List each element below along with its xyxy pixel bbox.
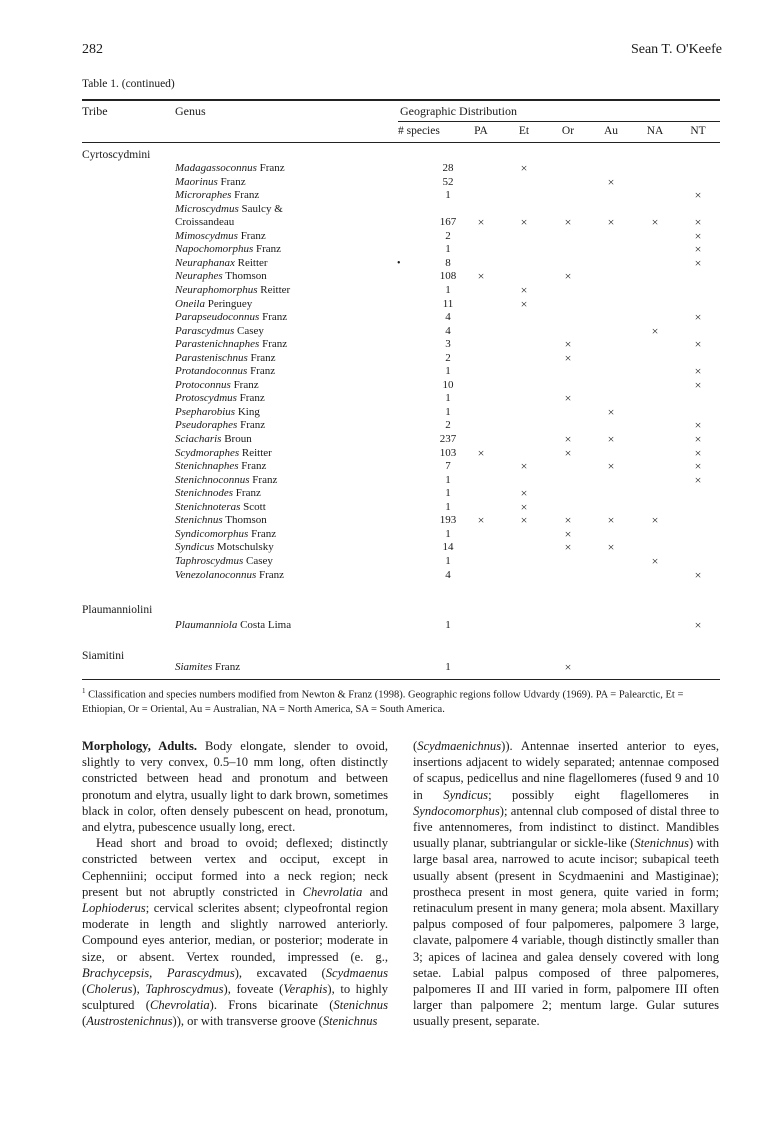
body-text-left-column <box>82 738 388 1030</box>
genus-name: Microscydmus <box>175 202 239 215</box>
distribution-mark-nt: × <box>694 255 702 270</box>
distribution-mark-or: × <box>564 391 572 406</box>
genus-author: Casey <box>243 554 273 567</box>
genus-name: Madagassoconnus <box>175 162 257 174</box>
species-count: 1 <box>445 619 451 631</box>
species-count: 7 <box>445 460 451 473</box>
italic-term: Syndocomorphus <box>413 803 500 818</box>
genus-name: Syndicus <box>175 541 215 554</box>
distribution-mark-pa: × <box>477 215 485 230</box>
genus-name: Stenichnodes <box>175 487 234 500</box>
species-count: 1 <box>445 243 451 256</box>
genus-cell <box>175 270 267 284</box>
genus-author: Peringuey <box>204 297 253 310</box>
distribution-mark-nt: × <box>694 567 702 582</box>
species-count: 8 <box>445 256 451 269</box>
genus-name: Protandoconnus <box>175 365 248 378</box>
genus-author: Reitter <box>239 446 272 459</box>
genus-author: Broun <box>221 433 252 445</box>
distribution-mark-au: × <box>607 540 615 555</box>
genus-name: Oneila <box>175 297 205 310</box>
genus-author: Franz <box>259 311 288 324</box>
distribution-mark-pa: × <box>477 445 485 460</box>
column-header-tribe: Tribe <box>82 104 108 118</box>
text-run: )), or with transverse groove ( <box>172 1014 323 1029</box>
body-text-right-column <box>413 738 719 1030</box>
genus-cell <box>175 284 290 298</box>
species-count: 237 <box>439 433 457 445</box>
genus-cell <box>175 487 261 501</box>
distribution-mark-nt: × <box>694 472 702 487</box>
distribution-mark-nt: × <box>694 337 702 352</box>
genus-name: Neuraphes <box>175 270 223 283</box>
genus-cell <box>175 447 272 461</box>
genus-author: Franz <box>217 175 246 188</box>
species-count: 52 <box>442 175 454 188</box>
genus-cell <box>175 365 275 379</box>
species-count: 1 <box>445 392 451 405</box>
column-header-species: # species <box>398 125 440 137</box>
genus-cell <box>175 406 260 420</box>
distribution-mark-pa: × <box>477 269 485 284</box>
distribution-mark-au: × <box>607 215 615 230</box>
genus-cell <box>175 203 283 230</box>
distribution-mark-nt: × <box>694 432 702 446</box>
genus-author: Franz <box>233 487 261 500</box>
italic-term: Brachycepsis, Parascydmus <box>82 965 235 980</box>
species-count: 1 <box>445 405 451 418</box>
table-header-rule <box>82 142 720 143</box>
genus-cell <box>175 243 281 257</box>
species-count: 2 <box>445 229 451 242</box>
italic-term: Veraphis <box>283 982 328 997</box>
distribution-mark-or: × <box>564 337 572 352</box>
distribution-mark-nt: × <box>694 377 702 392</box>
text-run: ( <box>413 739 418 753</box>
genus-author: Franz <box>253 243 282 256</box>
table-bottom-rule <box>82 679 720 680</box>
distribution-mark-et: × <box>520 513 528 528</box>
table-top-rule <box>82 99 720 101</box>
column-header-au: Au <box>603 125 619 137</box>
column-header-et: Et <box>518 125 530 137</box>
genus-name: Syndicomorphus <box>175 527 249 540</box>
column-header-nt: NT <box>690 125 706 137</box>
species-count: 3 <box>445 338 451 351</box>
genus-author: King <box>235 405 260 418</box>
genus-cell <box>175 419 265 433</box>
left-column-paragraph <box>82 835 388 1029</box>
genus-cell <box>175 569 284 583</box>
genus-cell <box>175 352 276 366</box>
italic-term: Stenichnus <box>634 836 689 851</box>
distribution-mark-nt: × <box>694 228 702 243</box>
genus-name: Maorinus <box>175 175 218 188</box>
genus-author: Franz <box>212 661 241 673</box>
genus-author: Casey <box>234 324 264 337</box>
genus-cell <box>175 257 268 271</box>
genus-cell <box>175 619 291 633</box>
distribution-mark-na: × <box>651 215 659 230</box>
italic-term: Taphroscydmus <box>145 982 224 997</box>
column-header-geographic-distribution: Geographic Distribution <box>400 104 517 118</box>
species-count: 28 <box>442 162 454 174</box>
genus-cell <box>175 541 274 555</box>
genus-name: Plaumanniola <box>175 619 238 631</box>
column-header-pa: PA <box>474 125 488 137</box>
distribution-header-rule <box>398 121 720 122</box>
genus-name: Stenichnus <box>175 514 223 527</box>
genus-name: Neuraphanax <box>175 256 235 269</box>
column-header-genus: Genus <box>175 104 206 118</box>
species-count: 1 <box>445 500 451 513</box>
genus-author: Reitter <box>257 283 291 296</box>
text-run: ) with large basal area, narrowed to acute incisor; subapical teeth usually absent (present in Scydmaenini and Mastiginae); prostheca present in most genera, quite varied in form; retinaculum present in many genera; mola absent. Maxillary palpus composed of four palpomeres, palpomere 3 large, clavate, palpomere 4 variable, though distinctly smaller than 3; apices of lacinea and galea densely covered with long setae. Labial palpus composed of three palpomeres, palpomeres II and III varied in form, palpomere III often larger than palpomere 2; mentum large. Gular sutures usually present, separate. <box>413 836 719 1029</box>
distribution-mark-au: × <box>607 432 615 446</box>
genus-author: Scott <box>240 500 266 513</box>
distribution-mark-or: × <box>564 660 572 674</box>
species-count: 1 <box>445 527 451 540</box>
genus-author: Saulcy & <box>238 202 283 215</box>
genus-author: Franz <box>248 527 277 540</box>
table-caption: Table 1. (continued) <box>82 78 175 90</box>
genus-name: Protoconnus <box>175 378 231 391</box>
genus-name: Stenichnaphes <box>175 460 239 473</box>
genus-author: Thomson <box>222 270 267 283</box>
genus-cell <box>175 528 276 542</box>
distribution-mark-et: × <box>520 296 528 311</box>
genus-author: Franz <box>256 568 285 581</box>
genus-name: Microraphes <box>175 189 232 202</box>
text-run: ); antennal club composed of distal three to five antennomeres, from indistinct to distinct. Mandibles usually planar, subtriangular or sickle-like ( <box>413 803 719 851</box>
distribution-mark-au: × <box>607 404 615 419</box>
text-run: ; cervical sclerites absent; clypeofrontal region moderate in length and slightly narrowed anteriorly. Compound eyes anterior, median, or posterior; moderate in size, or absent. Vertex rounded, impressed (e. g., <box>82 901 388 964</box>
species-count: 4 <box>445 311 451 324</box>
genus-author: Franz <box>259 338 288 351</box>
genus-author: Franz <box>256 162 285 174</box>
species-count: 1 <box>445 554 451 567</box>
genus-name: Parascydmus <box>175 324 235 337</box>
genus-cell <box>175 176 246 190</box>
genus-author: Franz <box>236 392 265 405</box>
species-count: 1 <box>445 661 451 673</box>
genus-cell <box>175 555 273 569</box>
text-run: ), excavated ( <box>234 965 326 980</box>
species-count: 1 <box>445 283 451 296</box>
genus-cell <box>175 338 287 352</box>
distribution-mark-au: × <box>607 459 615 474</box>
right-column-paragraph <box>413 738 719 1030</box>
genus-author: Reitter <box>234 256 268 269</box>
distribution-mark-or: × <box>564 269 572 284</box>
distribution-mark-or: × <box>564 215 572 230</box>
distribution-mark-nt: × <box>694 418 702 433</box>
distribution-mark-nt: × <box>694 215 702 230</box>
text-run: )). Antennae inserted anterior to eyes, insertions adjacent to widely separated; antennae composed of scapus, pedicellus and nine flagellomeres (fused 9 and 10 in <box>413 739 719 802</box>
distribution-mark-na: × <box>651 553 659 568</box>
distribution-mark-or: × <box>564 526 572 541</box>
distribution-mark-na: × <box>651 323 659 338</box>
genus-name: Parastenichnaphes <box>175 338 260 351</box>
genus-name: Neuraphomorphus <box>175 283 258 296</box>
species-count: 1 <box>445 189 451 202</box>
distribution-mark-au: × <box>607 513 615 528</box>
distribution-mark-et: × <box>520 459 528 474</box>
genus-name: Taphroscydmus <box>175 554 244 567</box>
italic-term: Lophioderus <box>82 901 146 916</box>
genus-author: Franz <box>247 365 276 378</box>
text-run: ( <box>82 982 87 997</box>
text-run: ), foveate ( <box>223 982 284 997</box>
genus-cell <box>175 379 259 393</box>
genus-name: Mimoscydmus <box>175 229 238 242</box>
species-count: 103 <box>439 446 457 459</box>
running-header-author: Sean T. O'Keefe <box>630 42 722 57</box>
section-heading: Morphology, Adults. <box>82 739 198 753</box>
column-header-or: Or <box>561 125 575 137</box>
distribution-mark-nt: × <box>694 364 702 379</box>
distribution-mark-nt: × <box>694 445 702 460</box>
text-run: and <box>362 884 388 899</box>
text-run: ), <box>132 982 146 997</box>
genus-cell <box>175 298 252 312</box>
distribution-mark-nt: × <box>694 188 702 203</box>
genus-cell <box>175 189 259 203</box>
genus-cell <box>175 460 266 474</box>
genus-author: Thomson <box>222 514 267 527</box>
text-run: ; possibly eight flagellomeres in <box>488 787 719 802</box>
distribution-mark-or: × <box>564 513 572 528</box>
genus-cell <box>175 392 265 406</box>
species-count: 108 <box>439 270 457 283</box>
distribution-mark-nt: × <box>694 310 702 325</box>
genus-cell <box>175 501 266 515</box>
distribution-mark-et: × <box>520 215 528 230</box>
species-count: 167 <box>439 216 457 229</box>
genus-author: Franz <box>237 229 266 242</box>
species-count: 11 <box>442 297 454 310</box>
italic-term: Stenichnus <box>322 1014 378 1029</box>
distribution-mark-et: × <box>520 499 528 514</box>
italic-term: Scydmaenus <box>325 965 388 980</box>
species-count: 1 <box>445 365 451 378</box>
genus-author: Franz <box>247 351 276 364</box>
footnote-text: Classification and species numbers modified from Newton & Franz (1998). Geographic regions follow Udvardy (1969). PA = Palearctic, Et = Ethiopian, Or = Oriental, Au = Australian, NA = North America, SA = South America. <box>82 689 684 715</box>
footnote-marker: 1 <box>82 687 86 695</box>
genus-name: Pseudoraphes <box>175 419 238 432</box>
genus-author: Motschulsky <box>214 541 274 554</box>
distribution-mark-et: × <box>520 282 528 297</box>
distribution-mark-et: × <box>520 161 528 175</box>
italic-term: Scydmaenichnus <box>417 739 502 753</box>
genus-name: Parastenischnus <box>175 351 248 364</box>
distribution-mark-or: × <box>564 540 572 555</box>
text-run: Head short and broad to ovoid; deflexed; distinctly constricted between vertex and occiput, except in Cephenniini; occiput formed into a neck region; neck present but not abruptly constricted in <box>82 836 388 899</box>
italic-term: Syndicus <box>443 787 489 802</box>
text-run: ( <box>82 1014 87 1029</box>
italic-term: Chevrolatia <box>302 884 363 899</box>
species-count: 1 <box>445 487 451 500</box>
distribution-mark-nt: × <box>694 618 702 632</box>
genus-name: Siamites <box>175 661 213 673</box>
distribution-mark-nt: × <box>694 242 702 257</box>
distribution-mark-pa: × <box>477 513 485 528</box>
genus-cell <box>175 230 266 244</box>
genus-author: Franz <box>238 460 267 473</box>
margin-dot: • <box>397 257 401 269</box>
genus-name: Protoscydmus <box>175 392 237 405</box>
tribe-label: Siamitini <box>82 650 125 662</box>
text-run: ), to highly sculptured ( <box>82 982 388 1013</box>
genus-author: Franz <box>231 189 260 202</box>
genus-name: Parapseudoconnus <box>175 311 260 324</box>
genus-name: Napochomorphus <box>175 243 254 256</box>
genus-cell <box>175 433 252 447</box>
left-column-paragraph <box>82 738 388 835</box>
text-run: Body elongate, slender to ovoid, slightly to very convex, 0.5–10 mm long, often distinctly constricted between head and pronotum and between pronotum and elytra, usually light to dark brown, sometimes black in color, often densely pubescent on head, pronotum, and elytra, pubescence usually long, erect. <box>82 739 388 835</box>
italic-term: Cholerus <box>86 982 133 997</box>
distribution-mark-na: × <box>651 513 659 528</box>
genus-name: Scydmoraphes <box>175 446 240 459</box>
genus-author: Franz <box>249 473 278 486</box>
genus-name: Psepharobius <box>175 405 236 418</box>
genus-name: Sciacharis <box>175 433 222 445</box>
distribution-mark-or: × <box>564 350 572 365</box>
text-run: ). Frons bicarinate ( <box>209 998 334 1013</box>
genus-cell <box>175 514 267 528</box>
distribution-mark-et: × <box>520 486 528 501</box>
species-count: 4 <box>445 324 451 337</box>
genus-cell <box>175 162 285 176</box>
genus-cell <box>175 474 277 488</box>
genus-name: Venezolanoconnus <box>175 568 257 581</box>
species-count: 2 <box>445 351 451 364</box>
page-number: 282 <box>82 42 103 57</box>
table-footnote <box>82 684 722 717</box>
tribe-label: Cyrtoscydmini <box>82 149 151 161</box>
distribution-mark-or: × <box>564 432 572 446</box>
species-count: 4 <box>445 568 451 581</box>
genus-author: Franz <box>230 378 259 391</box>
italic-term: Austrostenichnus <box>86 1014 173 1029</box>
species-count: 2 <box>445 419 451 432</box>
italic-term: Chevrolatia <box>149 998 210 1013</box>
species-count: 1 <box>445 473 451 486</box>
genus-cell <box>175 311 287 325</box>
genus-author-continued: Croissandeau <box>175 216 235 229</box>
distribution-mark-or: × <box>564 445 572 460</box>
genus-name: Stenichnoteras <box>175 500 241 513</box>
distribution-mark-au: × <box>607 174 615 189</box>
species-count: 14 <box>442 541 454 554</box>
genus-author: Franz <box>237 419 266 432</box>
genus-author: Costa Lima <box>237 619 292 631</box>
distribution-mark-nt: × <box>694 459 702 474</box>
tribe-label: Plaumanniolini <box>82 604 153 616</box>
genus-cell <box>175 325 264 339</box>
column-header-na: NA <box>646 125 664 137</box>
italic-term: Stenichnus <box>333 998 388 1013</box>
species-count: 10 <box>442 378 454 391</box>
species-count: 193 <box>439 514 457 527</box>
genus-name: Stenichnoconnus <box>175 473 250 486</box>
genus-cell <box>175 661 240 675</box>
